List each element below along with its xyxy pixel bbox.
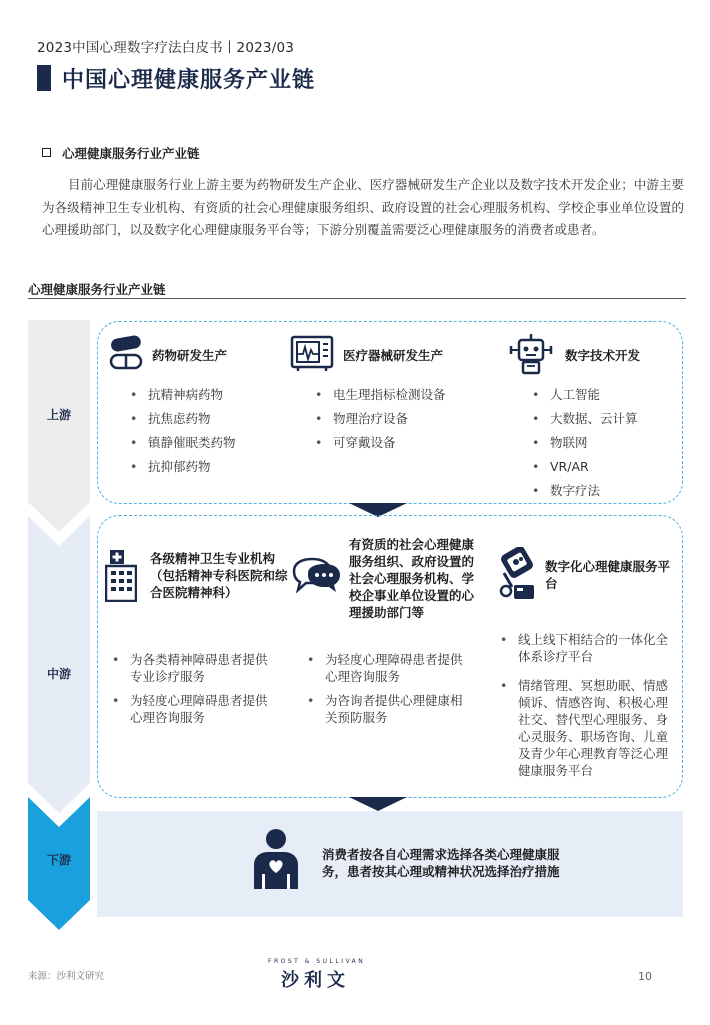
upstream-chevron: [28, 320, 90, 532]
midstream-col-1: [105, 548, 137, 606]
pills-icon: [108, 334, 146, 372]
list-item: • 可穿戴设备: [311, 434, 481, 451]
upstream-list-1: [126, 386, 266, 475]
midstream-list-2: [303, 651, 463, 726]
downstream-icon-wrap: [251, 827, 301, 895]
midstream-col-2: [292, 557, 342, 599]
list-item: • 镇静催眠类药物: [126, 434, 266, 451]
down-arrow-2: [349, 797, 407, 811]
list-item: • 线上线下相结合的一体化全体系诊疗平台: [496, 631, 670, 665]
list-item: • 人工智能: [528, 386, 668, 403]
list-item: • 大数据、云计算: [528, 410, 668, 427]
list-item: • 抗焦虑药物: [126, 410, 266, 427]
midstream-list-1: [108, 651, 268, 726]
upstream-label: 上游: [46, 408, 71, 422]
list-item: • 抗抑郁药物: [126, 458, 266, 475]
list-item: • 电生理指标检测设备: [311, 386, 481, 403]
midstream-title-1: 各级精神卫生专业机构（包括精神专科医院和综合医院精神科）: [150, 551, 288, 600]
midstream-label: 中游: [46, 667, 71, 681]
list-item: • 为各类精神障碍患者提供专业诊疗服务: [108, 651, 268, 685]
midstream-col-3: [494, 547, 538, 607]
upstream-title-1: 药物研发生产: [152, 348, 228, 363]
list-item: • 为轻度心理障碍患者提供心理咨询服务: [303, 651, 463, 685]
document-title: 2023中国心理数字疗法白皮书丨2023/03: [37, 40, 295, 56]
downstream-label: 下游: [46, 853, 71, 867]
list-item: • 抗精神病药物: [126, 386, 266, 403]
section-paragraph: 目前心理健康服务行业上游主要为药物研发生产企业、医疗器械研发生产企业以及数字技术开发企业；中游主要为各级精神卫生专业机构、有资质的社会心理健康服务组织、政府设置的社会心理服务机构、学校企事业单位设置的心理援助部门，以及数字化心理健康服务平台等；下游分别覆盖需要泛心理健康服务的消费者或患者。: [42, 177, 684, 237]
figure-caption: 心理健康服务行业产业链: [28, 282, 166, 297]
list-item: • 为轻度心理障碍患者提供心理咨询服务: [108, 692, 268, 726]
midstream-title-3: 数字化心理健康服务平台: [545, 559, 671, 591]
upstream-list-3: [528, 386, 668, 499]
midstream-title-2: 有资质的社会心理健康服务组织、政府设置的社会心理服务机构、学校企事业单位设置的心理援助部门等: [349, 537, 475, 620]
person-heart-icon: [251, 827, 301, 891]
upstream-title-3: 数字技术开发: [565, 348, 641, 363]
source-note: 来源：沙利文研究: [28, 971, 105, 982]
upstream-col-2: [290, 335, 334, 377]
checkbox-bullet-icon: [42, 148, 51, 157]
downstream-text: 消费者按各自心理需求选择各类心理健康服务，患者按其心理或精神状况选择治疗措施: [322, 847, 560, 879]
robot-icon: [508, 333, 554, 375]
monitor-icon: [290, 335, 334, 373]
section-title: 心理健康服务行业产业链: [62, 146, 200, 161]
list-item: • 为咨询者提供心理健康相关预防服务: [303, 692, 463, 726]
digital-platform-icon: [494, 547, 538, 603]
brand-logo: 沙利文: [281, 970, 350, 991]
chat-icon: [292, 557, 342, 595]
page-number: 10: [638, 970, 652, 983]
page-title: 中国心理健康服务产业链: [62, 68, 316, 93]
upstream-title-2: 医疗器械研发生产: [343, 348, 444, 363]
midstream-list-3: [496, 631, 670, 779]
list-item: • VR/AR: [528, 458, 668, 475]
brand-subtitle: FROST & SULLIVAN: [268, 958, 366, 965]
list-item: • 情绪管理、冥想助眠、情感倾诉、情感咨询、积极心理社交、替代型心理服务、身心灵服务、职场咨询、儿童及青少年心理教育等泛心理健康服务平台: [496, 677, 670, 779]
upstream-col-3: [508, 333, 554, 379]
caption-divider: [28, 298, 686, 299]
list-item: • 物联网: [528, 434, 668, 451]
upstream-list-2: [311, 386, 481, 451]
upstream-col-1: [108, 334, 146, 376]
hospital-icon: [105, 548, 137, 602]
list-item: • 数字疗法: [528, 482, 668, 499]
title-accent-bar: [37, 65, 51, 91]
list-item: • 物理治疗设备: [311, 410, 481, 427]
